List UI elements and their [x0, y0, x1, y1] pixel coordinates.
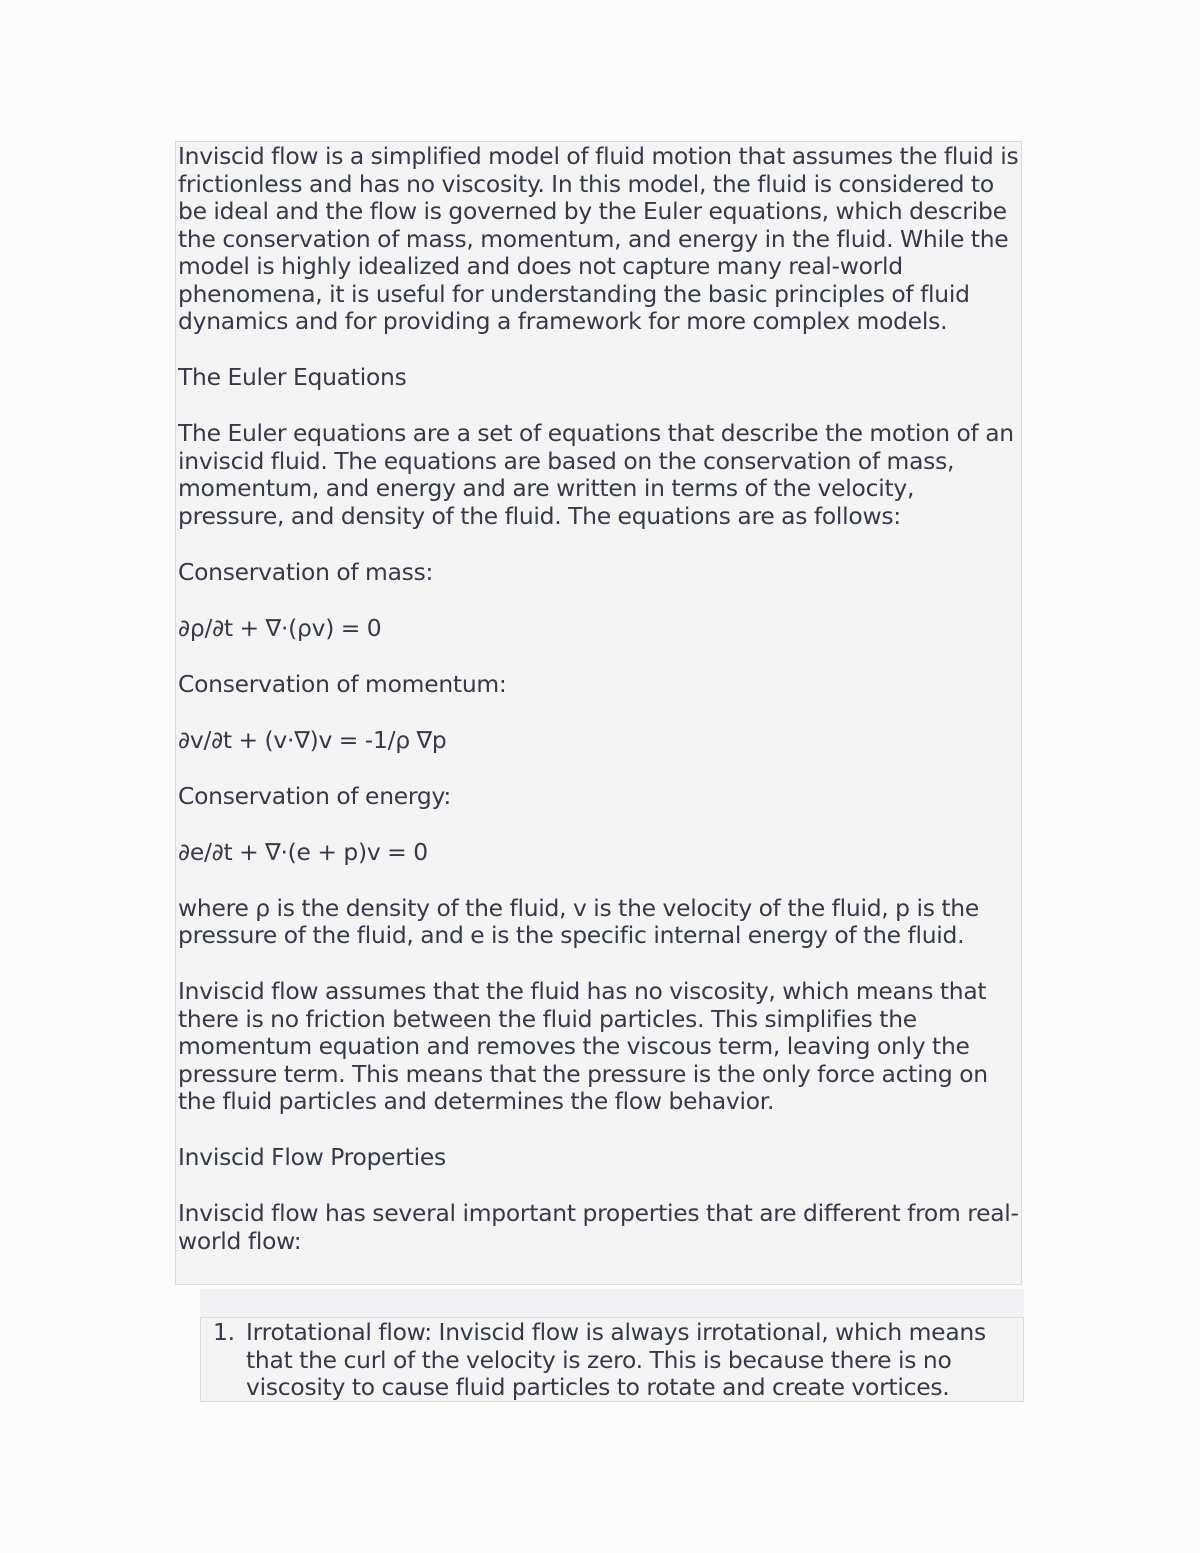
- section-heading-euler-equations: The Euler Equations: [178, 363, 407, 391]
- list-item: [213, 1318, 1015, 1402]
- variable-definitions-paragraph: where ρ is the density of the fluid, v is the velocity of the fluid, p is the pressure of the fluid, and e is the specific internal energy of the fluid.: [178, 893, 979, 949]
- properties-intro-paragraph: Inviscid flow has several important properties that are different from real-world flow:: [178, 1199, 1019, 1255]
- intro-paragraph: Inviscid flow is a simplified model of fluid motion that assumes the fluid is frictionless and has no viscosity. In this model, the fluid is considered to be ideal and the flow is governed by the Euler equations, which describe the conservation of mass, momentum, and energy in the fluid. While the model is highly idealized and does not capture many real-world phenomena, it is useful for understanding the basic principles of fluid dynamics and for providing a framework for more complex models.: [178, 142, 1019, 335]
- list-item-text: Irrotational flow: Inviscid flow is always irrotational, which means that the curl of the velocity is zero. This is because there is no viscosity to cause fluid particles to rotate and create vortices.: [246, 1318, 986, 1401]
- euler-equations-description: The Euler equations are a set of equations that describe the motion of an inviscid fluid. The equations are based on the conservation of mass, momentum, and energy and are written in terms of the velocity, pressure, and density of the fluid. The equations are as follows:: [178, 419, 1014, 530]
- list-item-number: 1.: [213, 1318, 235, 1346]
- viscosity-assumption-paragraph: Inviscid flow assumes that the fluid has no viscosity, which means that there is no friction between the fluid particles. This simplifies the momentum equation and removes the viscous term, leaving only the pressure term. This means that the pressure is the only force acting on the fluid particles and determines the flow behavior.: [178, 977, 988, 1115]
- energy-conservation-label: Conservation of energy:: [178, 781, 451, 810]
- energy-conservation-equation: ∂e/∂t + ∇·(e + p)v = 0: [178, 837, 428, 866]
- momentum-conservation-label: Conservation of momentum:: [178, 669, 507, 698]
- mass-conservation-equation: ∂ρ/∂t + ∇·(ρv) = 0: [178, 613, 382, 642]
- section-heading-flow-properties: Inviscid Flow Properties: [178, 1143, 446, 1171]
- momentum-conservation-equation: ∂v/∂t + (v·∇)v = -1/ρ ∇p: [178, 725, 447, 754]
- document-text-block: [175, 141, 1022, 1285]
- properties-list: [200, 1317, 1024, 1402]
- mass-conservation-label: Conservation of mass:: [178, 557, 434, 586]
